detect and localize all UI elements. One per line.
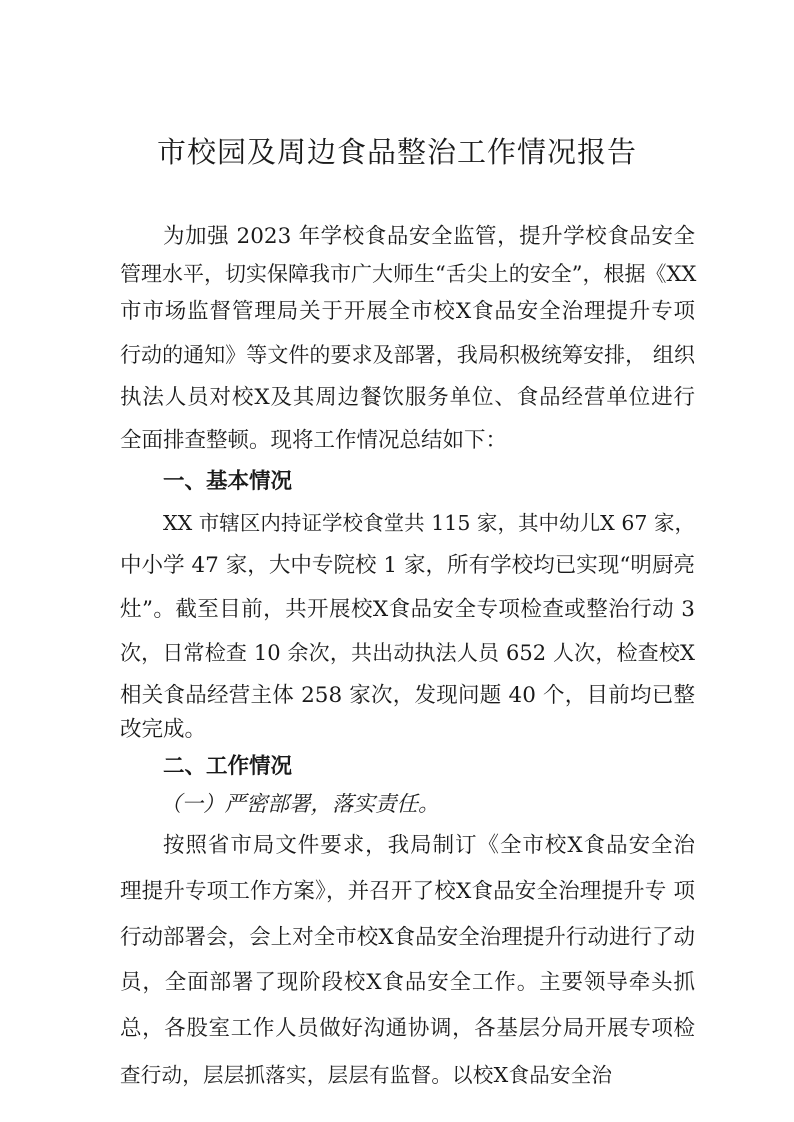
section-heading-basic: 一、基本情况 [163, 469, 293, 494]
section-heading-work: 二、工作情况 [163, 754, 293, 779]
section1-line-1: XX 市辖区内持证学校食堂共 115 家，其中幼儿X 67 家， [163, 511, 695, 535]
document-title: 市校园及周边食品整治工作情况报告 [156, 135, 637, 169]
intro-line-4: 行动的通知》等文件的要求及部署，我局积极统筹安排， 组织 [120, 343, 695, 367]
intro-line-2: 管理水平，切实保障我市广大师生“舌尖上的安全”，根据《XX [120, 262, 697, 286]
section1-line-6: 改完成。 [120, 717, 207, 742]
section2-line-6: 查行动，层层抓落实，层层有监督。以校X食品安全治 [120, 1063, 612, 1087]
section1-line-5: 相关食品经营主体 258 家次，发现问题 40 个，目前均已整 [120, 683, 695, 708]
intro-line-1: 为加强 2023 年学校食品安全监管，提升学校食品安全 [163, 224, 695, 249]
section2-line-5: 总，各股室工作人员做好沟通协调，各基层分局开展专项检 [120, 1016, 695, 1041]
intro-line-3: 市市场监督管理局关于开展全市校X食品安全治理提升专项 [120, 299, 695, 324]
section1-line-3: 灶”。截至目前，共开展校X食品安全专项检查或整治行动 3 [120, 597, 695, 622]
section2-line-1: 按照省市局文件要求，我局制订《全市校X食品安全治 [163, 833, 695, 858]
intro-line-6: 全面排查整顿。现将工作情况总结如下： [120, 428, 508, 453]
intro-line-5: 执法人员对校X及其周边餐饮服务单位、食品经营单位进行 [120, 385, 695, 410]
section1-line-4: 次，日常检查 10 余次，共出动执法人员 652 人次，检查校X [120, 641, 695, 665]
section2-subheading: （一）严密部署，落实责任。 [160, 792, 440, 817]
section2-line-2: 理提升专项工作方案》，并召开了校X食品安全治理提升专 项 [120, 879, 695, 904]
section2-line-3: 行动部署会，会上对全市校X食品安全治理提升行动进行了动 [120, 925, 695, 950]
section2-line-4: 员，全面部署了现阶段校X食品安全工作。主要领导牵头抓 [120, 970, 695, 995]
section1-line-2: 中小学 47 家，大中专院校 1 家，所有学校均已实现“明厨亮 [120, 553, 695, 578]
